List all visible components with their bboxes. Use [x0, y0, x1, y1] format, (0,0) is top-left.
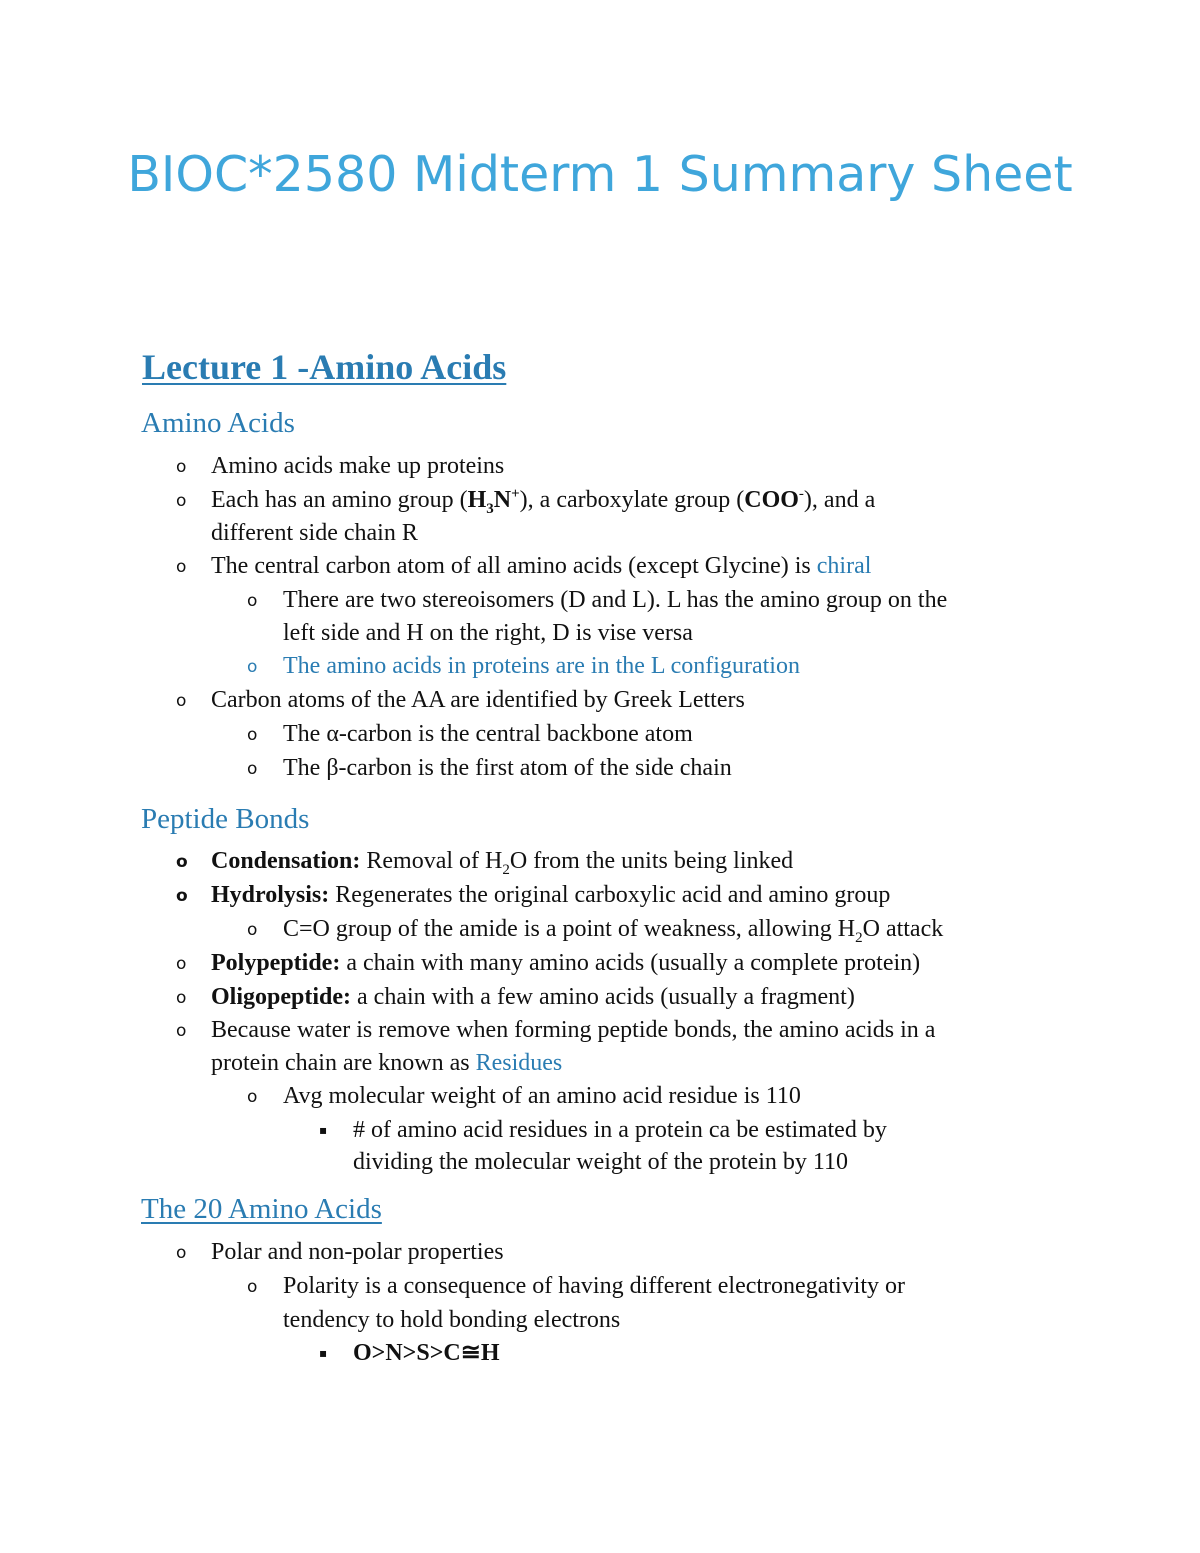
- sub-list-item: C=O group of the amide is a point of weakness, allowing $H_2O$ attack: [283, 916, 944, 946]
- bullet-marker: o: [176, 491, 187, 511]
- sub-list-item-continuation: tendency to hold bonding electrons: [283, 1307, 621, 1333]
- sub-list-item: There are two stereoisomers (D and L). L has the amino group on the: [283, 587, 948, 613]
- bullet-marker: o: [247, 725, 258, 745]
- bullet-marker: o: [176, 457, 187, 477]
- list-item: Hydrolysis: Regenerates the original carboxylic acid and amino group: [211, 882, 891, 908]
- list-item: Polypeptide: a chain with many amino acids (usually a complete protein): [211, 950, 921, 976]
- bullet-marker: o: [247, 759, 258, 779]
- section-heading-20-amino-acids: The 20 Amino Acids: [141, 1193, 382, 1225]
- bullet-marker: o: [176, 852, 188, 872]
- section-heading-peptide-bonds: Peptide Bonds: [141, 803, 310, 835]
- sub-list-item-highlight: The amino acids in proteins are in the L configuration: [283, 653, 800, 679]
- bullet-marker: o: [176, 557, 187, 577]
- list-item-continuation: protein chain are known as Residues: [211, 1050, 563, 1076]
- bullet-marker-square: ▪: [319, 1123, 328, 1137]
- list-item: Each has an amino group $(H_3N^+)$, a carboxylate group (COO-), and a: [211, 486, 876, 517]
- bullet-marker-square: ▪: [319, 1346, 328, 1360]
- bullet-marker: o: [247, 920, 258, 940]
- bullet-marker: o: [247, 1087, 258, 1107]
- bullet-marker: o: [176, 691, 187, 711]
- sub-list-item-continuation: left side and H on the right, D is vise versa: [283, 620, 693, 646]
- list-item: Oligopeptide: a chain with a few amino acids (usually a fragment): [211, 984, 855, 1010]
- list-item: Polar and non-polar properties: [211, 1239, 504, 1265]
- list-item: Condensation: Removal of $H_2O$ from the units being linked: [211, 848, 794, 878]
- bullet-marker: o: [176, 954, 187, 974]
- sub-list-item: Avg molecular weight of an amino acid residue is 110: [283, 1083, 801, 1109]
- bullet-marker: o: [176, 988, 187, 1008]
- bullet-marker: o: [176, 1021, 187, 1041]
- list-item-continuation: different side chain R: [211, 520, 418, 546]
- sub-list-item: The α-carbon is the central backbone atom: [283, 721, 693, 747]
- bullet-marker: o: [176, 1243, 187, 1263]
- bullet-marker: o: [247, 591, 258, 611]
- bullet-marker: o: [176, 886, 188, 906]
- section-heading-amino-acids: Amino Acids: [141, 407, 295, 439]
- sub-list-item: The β-carbon is the first atom of the side chain: [283, 755, 732, 781]
- sub-sub-list-item-continuation: dividing the molecular weight of the protein by 110: [353, 1149, 848, 1175]
- sub-sub-list-item: O>N>S>C≅H: [353, 1340, 500, 1366]
- keyword-residues: Residues: [475, 1050, 563, 1076]
- list-item: Because water is remove when forming peptide bonds, the amino acids in a: [211, 1017, 936, 1043]
- bullet-marker: o: [247, 657, 258, 677]
- list-item: Carbon atoms of the AA are identified by Greek Letters: [211, 687, 745, 713]
- sub-list-item: Polarity is a consequence of having different electronegativity or: [283, 1273, 906, 1299]
- list-item: Amino acids make up proteins: [211, 453, 505, 479]
- sub-sub-list-item: # of amino acid residues in a protein ca be estimated by: [353, 1117, 887, 1143]
- list-item: The central carbon atom of all amino acids (except Glycine) is chiral: [211, 553, 872, 579]
- lecture-heading: Lecture 1 -Amino Acids: [142, 347, 507, 387]
- bullet-marker: o: [247, 1277, 258, 1297]
- page-title: BIOC*2580 Midterm 1 Summary Sheet: [127, 146, 1073, 203]
- keyword-chiral: chiral: [816, 553, 872, 579]
